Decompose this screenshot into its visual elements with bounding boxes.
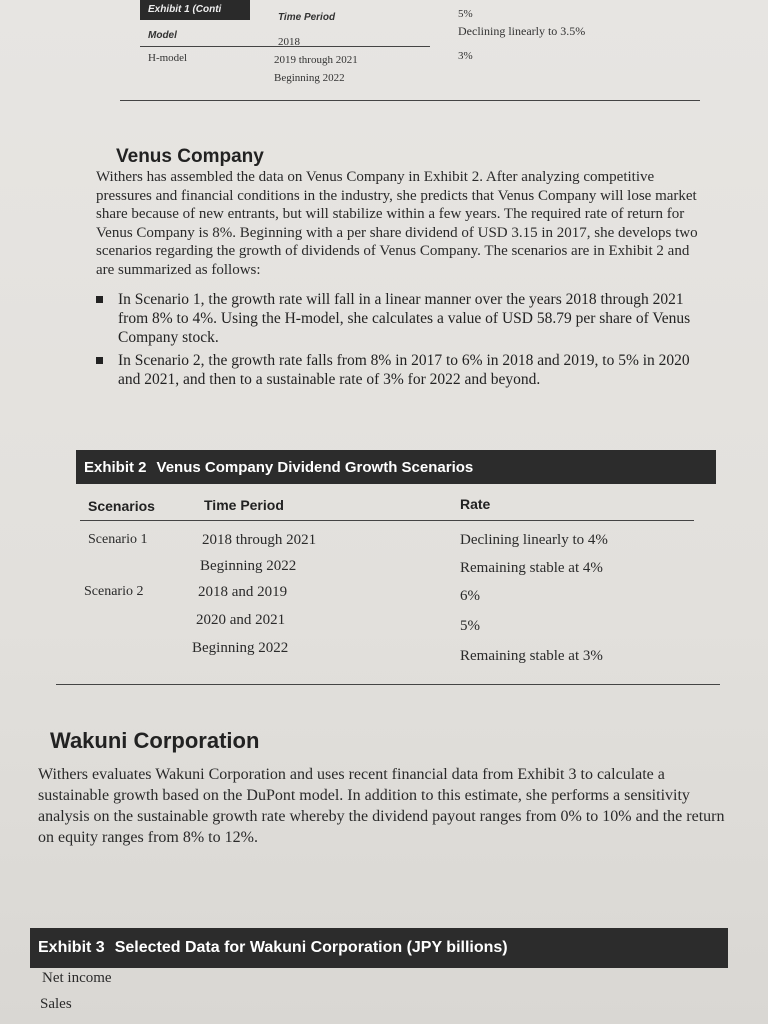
exhibit3-row-label: Sales [40, 996, 72, 1012]
exhibit2-rate-cell: Declining linearly to 4% [460, 532, 608, 548]
scenario-2-text: In Scenario 2, the growth rate falls from 8% in 2017 to 6% in 2018 and 2019, to 5% in 2020 and 2021, and then to a sustainable rate of 3% for 2022 and beyond. [118, 352, 690, 388]
exhibit2-period-cell: Beginning 2022 [192, 640, 289, 656]
venus-scenario-list [92, 290, 710, 393]
exhibit2-header-time-period: Time Period [204, 497, 284, 513]
exhibit1-model-cell: H-model [148, 52, 188, 64]
exhibit2-scenario-cell: Scenario 2 [84, 584, 144, 599]
bullet-icon [96, 296, 103, 303]
exhibit3-title-bar [30, 928, 728, 968]
scenario-1-text: In Scenario 1, the growth rate will fall in a linear manner over the years 2018 through 2021 from 8% to 4%. Using the H-model, she calculates a value of USD 58.79 per share of Venus Company stock. [118, 291, 691, 346]
venus-section-title: Venus Company [116, 146, 264, 167]
exhibit1-header-time-period: Time Period [278, 12, 336, 23]
exhibit2-header-rate: Rate [460, 496, 491, 512]
exhibit2-period-cell: 2018 and 2019 [198, 584, 288, 600]
exhibit2-title-bar [76, 450, 716, 484]
exhibit1-bottom-rule [120, 100, 700, 101]
exhibit2-title: Venus Company Dividend Growth Scenarios [156, 458, 474, 476]
exhibit1-header-model: Model [148, 30, 177, 41]
exhibit2-rate-cell: 5% [460, 618, 480, 634]
exhibit1-period-cell: 2019 through 2021 [274, 54, 358, 66]
exhibit2-rate-cell: Remaining stable at 4% [460, 560, 603, 576]
exhibit1-tab: Exhibit 1 (Conti [140, 0, 250, 20]
exhibit2-scenario-cell: Scenario 1 [88, 532, 148, 547]
exhibit1-rate-cell: 5% [458, 8, 473, 20]
exhibit3-number: Exhibit 3 [38, 939, 105, 956]
wakuni-intro-paragraph: Withers evaluates Wakuni Corporation and uses recent financial data from Exhibit 3 to calculate a sustainable growth based on the DuPont model. In addition to this estimate, she performs a sensitivity analysis on the sustainable growth rate whereby the dividend payout ranges from 0% to 10% and the return on equity ranges from 8% to 12%. [38, 766, 725, 846]
exhibit3-title: Selected Data for Wakuni Corporation (JPY billions) [114, 939, 508, 956]
exhibit1-rate-cell: 3% [458, 50, 473, 62]
wakuni-section-title: Wakuni Corporation [50, 728, 260, 753]
exhibit2-period-cell: 2018 through 2021 [202, 532, 317, 548]
list-item [92, 351, 710, 389]
exhibit2-header-scenarios: Scenarios [88, 498, 155, 514]
exhibit2-number: Exhibit 2 [84, 458, 147, 476]
bullet-icon [96, 357, 103, 364]
exhibit2-header-rule [80, 520, 694, 521]
exhibit3-row-label: Net income [42, 970, 112, 986]
exhibit2-rate-cell: Remaining stable at 3% [460, 648, 603, 664]
list-item [92, 290, 710, 347]
exhibit1-period-cell: 2018 [278, 36, 300, 48]
exhibit2-rate-cell: 6% [460, 588, 480, 604]
exhibit2-period-cell: 2020 and 2021 [196, 612, 286, 628]
exhibit2-bottom-rule [56, 684, 720, 685]
exhibit2-period-cell: Beginning 2022 [200, 558, 297, 574]
venus-intro-paragraph: Withers has assembled the data on Venus Company in Exhibit 2. After analyzing competitive pressures and financial conditions in the industry, she predicts that Venus Company will lose market share because of new entrants, but will stabilize within a few years. The required rate of return for Venus Company is 8%. Beginning with a per share dividend of USD 3.15 in 2017, she develops two scenarios regarding the growth of dividends of Venus Company. The scenarios are in Exhibit 2 and are summarized as follows: [96, 169, 698, 278]
exhibit1-rate-cell: Declining linearly to 3.5% [458, 24, 586, 38]
exhibit1-period-cell: Beginning 2022 [274, 72, 345, 84]
